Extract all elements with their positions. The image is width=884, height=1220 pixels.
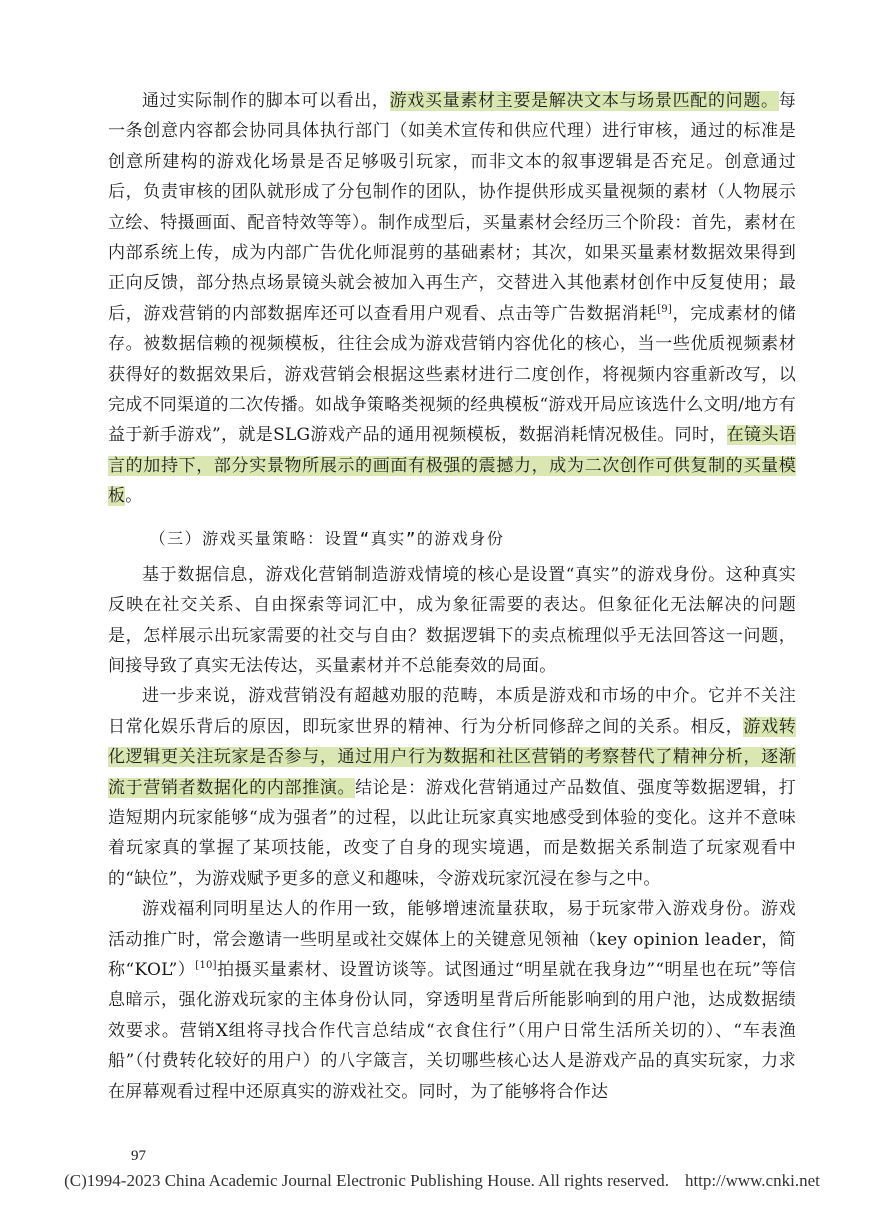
p1-text-f: 。 xyxy=(125,486,143,507)
p3-highlight: 游戏转化逻辑更关注玩家是否参与，通过用户行为数据和社区营销的考察替代了精神分析，逐渐流于营销者数据化的内部推演。 xyxy=(108,716,797,798)
paragraph-4 xyxy=(108,894,796,1107)
paragraph-2: 基于数据信息，游戏化营销制造游戏情境的核心是设置“真实”的游戏身份。这种真实反映在社交关系、自由探索等词汇中，成为象征需要的表达。但象征化无法解决的问题是，怎样展示出玩家需要的社交与自由？数据逻辑下的卖点梳理似乎无法回答这一问题，间接导致了真实无法传达，买量素材并不总能奏效的局面。 xyxy=(108,564,796,676)
paragraph-3 xyxy=(108,681,796,894)
citation-10: [10] xyxy=(195,959,217,971)
p1-text-c: 每一条创意内容都会协同具体执行部门（如美术宣传和供应代理）进行审核，通过的标准是创意所建构的游戏化场景是否足够吸引玩家，而非文本的叙事逻辑是否充足。创意通过后，负责审核的团队就形成了分包制作的团队，协作提供形成买量视频的素材（人物展示立绘、特摄画面、配音特效等等）。制作成型后，买量素材会经历三个阶段：首先，素材在内部系统上传，成为内部广告优化师混剪的基础素材；其次，如果买量素材数据效果得到正向反馈，部分热点场景镜头就会被加入再生产，交替进入其他素材创作中反复使用；最后，游戏营销的内部数据库还可以查看用户观看、点击等广告数据消耗 xyxy=(108,91,796,324)
p4-text-b: 拍摄买量素材、设置访谈等。试图通过“明星就在我身边”“明星也在玩”等信息暗示，强化游戏玩家的主体身份认同，穿透明星背后所能影响到的用户池，达成数据绩效要求。营销X组将寻找合作代言总结成“衣食住行”（用户日常生活所关切的）、“车表渔船”（付费转化较好的用户）的八字箴言，关切哪些核心达人是游戏产品的真实玩家，力求在屏幕观看过程中还原真实的游戏社交。同时，为了能够将合作达 xyxy=(108,959,796,1102)
p1-highlight-1: 游戏买量素材主要是解决文本与场景匹配的问题。 xyxy=(389,91,779,111)
page-number: 97 xyxy=(131,1148,146,1164)
section-heading: （三）游戏买量策略：设置“真实”的游戏身份 xyxy=(149,528,505,548)
p3-text-c: 结论是：游戏化营销通过产品数值、强度等数据逻辑，打造短期内玩家能够“成为强者”的过程，以此让玩家真实地感受到体验的变化。这并不意味着玩家真的掌握了某项技能，改变了自身的现实境遇，而是数据关系制造了玩家观看中的“缺位”，为游戏赋予更多的意义和趣味，令游戏玩家沉浸在参与之中。 xyxy=(108,777,797,889)
p1-text-a: 通过实际制作的脚本可以看出， xyxy=(142,91,390,111)
article-body xyxy=(108,86,796,1107)
paragraph-1 xyxy=(108,86,796,512)
p3-text-a: 进一步来说，游戏营销没有超越劝服的范畴，本质是游戏和市场的中介。它并不关注日常化娱乐背后的原因，即玩家世界的精神、行为分析同修辞之间的关系。相反， xyxy=(108,686,796,737)
p1-highlight-2: 在镜头语言的加持下，部分实景物所展示的画面有极强的震撼力，成为二次创作可供复制的买量模板 xyxy=(108,425,796,507)
p1-text-d: ，完成素材的储存。被数据信赖的视频模板，往往会成为游戏营销内容优化的核心，当一些优质视频素材获得好的数据效果后，游戏营销会根据这些素材进行二度创作，将视频内容重新改写，以完成不同渠道的二次传播。如战争策略类视频的经典模板“游戏开局应该选什么文明/地方有益于新手游戏”，就是SLG游戏产品的通用视频模板，数据消耗情况极佳。同时， xyxy=(108,303,797,446)
cnki-url: http://www.cnki.net xyxy=(684,1171,820,1190)
citation-9: [9] xyxy=(657,303,673,315)
copyright-text: (C)1994-2023 China Academic Journal Electronic Publishing House. All rights reserved. xyxy=(64,1171,669,1190)
p4-text-a: 游戏福利同明星达人的作用一致，能够增速流量获取，易于玩家带入游戏身份。游戏活动推广时，常会邀请一些明星或社交媒体上的关键意见领袖（key opinion leader，简称“KOL”） xyxy=(108,899,796,980)
copyright-footer xyxy=(0,1171,884,1191)
